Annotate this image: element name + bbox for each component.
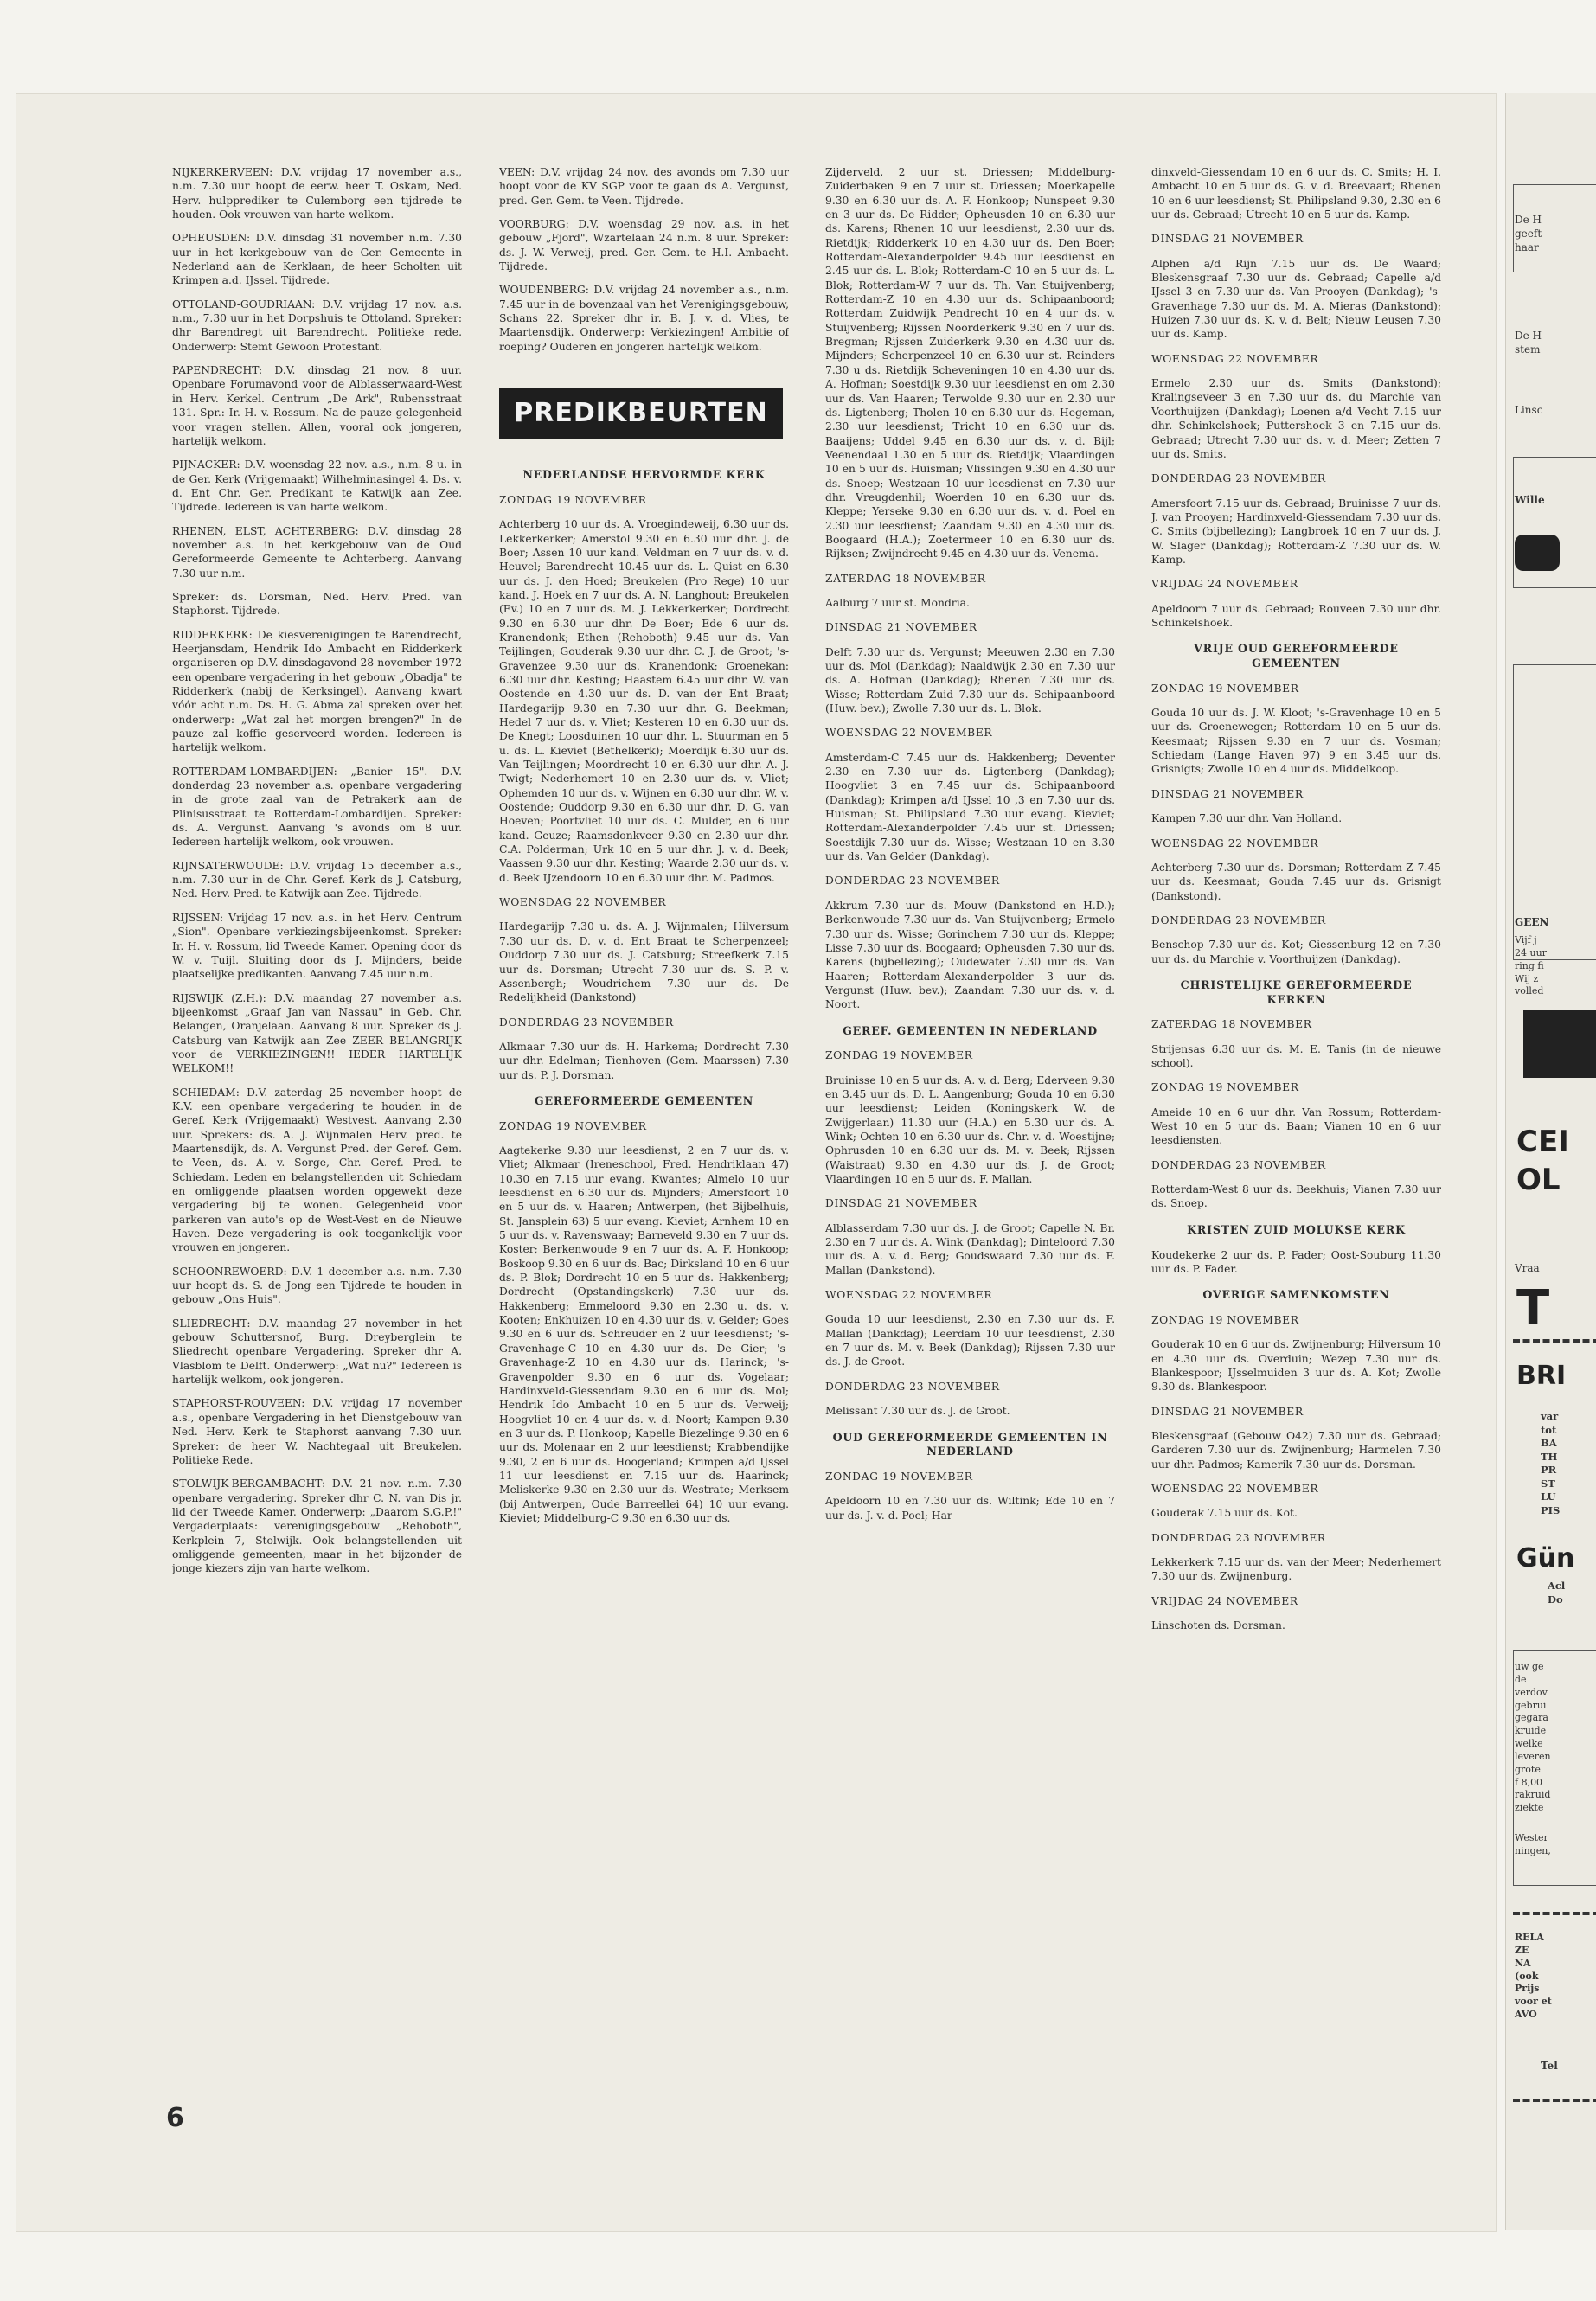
service-listing: Linschoten ds. Dorsman. [1151,1619,1285,1632]
announcement: RHENEN, ELST, ACHTERBERG: D.V. dinsdag 28 november a.s. in het kerkgebouw van de Oud Gereformeerde Gemeente te Achterberg. Aanvang 7.30 uur n.m. [172,524,462,580]
np-line: ST [1541,1477,1555,1490]
np-line: ziekte [1515,1802,1544,1814]
service-listing: Gouderak 7.15 uur ds. Kot. [1151,1507,1298,1520]
np-line: De H [1515,330,1542,342]
announcement: RIDDERKERK: De kiesverenigingen te Barendrecht, Heerjansdam, Hendrik Ido Ambacht en Ridderkerk organiseren op D.V. dinsdagavond 28 november 1972 een openbare vergadering in het gebouw „Obadja" te Ridderkerk (nabij de Kerksingel). Aanvang kwart vóór acht n.m. Ds. H. G. Abma zal spreken over het onderwerp: „Wat zal het morgen brengen?" In de pauze zal koffie geserveerd worden. Iedereen is hartelijk welkom. [172,628,462,754]
day-heading: DONDERDAG 23 NOVEMBER [825,875,1000,888]
announcement: NIJKERKERVEEN: D.V. vrijdag 17 november a.s., n.m. 7.30 uur hoopt de eerw. heer T. Oskam, Ned. Herv. hulpprediker te Culemborg een tijdrede te houden. Ook vrouwen van harte welkom. [172,166,462,221]
np-line: gegara [1515,1712,1548,1724]
np-line: kruide [1515,1725,1547,1737]
heading-overige-samenkomsten: OVERIGE SAMENKOMSTEN [1202,1288,1390,1302]
column-2-announcements [499,165,789,354]
announcement: PIJNACKER: D.V. woensdag 22 nov. a.s., n.m. 8 u. in de Ger. Kerk (Vrijgemaakt) Wilhelminasingel 4. Ds. v. d. Ent Chr. Ger. Predikant te Katwijk aan Zee. Tijdrede. Iedereen is van harte welkom. [172,458,462,514]
ad-3-text: Linsc [1515,404,1543,416]
day-heading: WOENSDAG 22 NOVEMBER [1151,352,1319,365]
day-heading: WOENSDAG 22 NOVEMBER [1151,1483,1319,1496]
column-3-continuation: Zijderveld, 2 uur st. Driessen; Middelburg-Zuiderbaken 9 en 7 uur st. Driessen; Moerkapelle 9.30 en 6.30 uur ds. A. F. Honkoop; Nunspeet 9.30 en 3 uur ds. De Ridder; Opheusden 10 en 6.30 uur ds. Karens; Rhenen 10 uur leesdienst, 2.30 uur ds. Rietdijk; Ridderkerk 10 en 4.30 uur ds. Den Boer; Rotterdam-Alexanderpolder 9.45 uur leesdienst en 2.45 uur ds. L. Blok; Rotterdam-C 10 en 5 uur ds. L. Blok; Rotterdam-W 7 uur ds. Th. Van Stuijvenberg; Rotterdam-Z 10 en 4.30 uur ds. Schipaanboord; Rotterdam Zuidwijk Pendrecht 10 en 4 uur ds. v. Stuijvenberg; Rijssen Noorderkerk 9.30 en 7 uur ds. Bregman; Rijssen Zuiderkerk 9.30 en 4.30 uur ds. Mijnders; Scherpenzeel 10 en 6.30 uur st. Reinders 7.30 u ds. Rietdijk Scheveningen 10 en 4.30 uur ds. A. Hofman; Soestdijk 9.30 uur leesdienst en om 2.30 uur ds. Van Haaren; Terwolde 9.30 uur en 2.30 uur ds. Ligtenberg; Tholen 10 en 6.30 uur ds. Hegeman, 2.30 uur leesdienst; Tricht 10 en 6.30 uur ds. Baaijens; Uddel 9.45 en 6.30 uur ds. v. d. Bijl; Veenendaal 1.30 en 5 uur ds. Rietdijk; Vlaardingen 10 en 5 uur ds. Huisman; Vlissingen 9.30 en 4.30 uur ds. Snoep; Westzaan 10 uur leesdienst en 7.30 uur dhr. Vreugdenhil; Woerden 10 en 6.30 uur ds. Kleppe; Yerseke 9.30 en 6.30 uur ds. v. d. Poel en 2.30 uur leesdienst; Zaandam 9.30 en 4.30 uur ds. Boogaard (H.A.); Zoetermeer 10 en 6.30 uur ds. Rijksen; Zwijndrecht 9.45 en 4.30 uur ds. Venema. [825,166,1115,561]
ad-dashed-border [1513,1339,1596,1343]
np-line: TH [1541,1450,1558,1463]
day-heading: WOENSDAG 22 NOVEMBER [825,727,993,740]
np-line: grote [1515,1763,1541,1775]
announcement: VOORBURG: D.V. woensdag 29 nov. a.s. in het gebouw „Fjord", Wzartelaan 24 n.m. 8 uur. Spreker: ds. J. W. Verweij, pred. Ger. Gem. te H.I. Ambacht. Tijdrede. [499,218,789,273]
service-listing: Bleskensgraaf (Gebouw O42) 7.30 uur ds. Gebraad; Garderen 7.30 uur ds. Zwijnenburg; Harmelen 7.30 uur dhr. Padmos; Kamerik 7.30 uur ds. Dorsman. [1151,1430,1441,1471]
np-line: Acl [1548,1580,1566,1592]
np-line: De H [1515,214,1542,226]
np-line: AVO [1515,2009,1537,2021]
service-listing: Ermelo 2.30 uur ds. Smits (Dankstond); Kralingseveer 3 en 7.30 uur ds. du Marchie van Voorthuijzen (Dankdag); Loenen a/d Vecht 7.15 uur dhr. Schinkelshoek; Puttershoek 3 en 7.15 uur ds. Gebraad; Utrecht 7.30 uur ds. v. d. Meer; Zetten 7 uur ds. Smits. [1151,377,1441,460]
np-line: volled [1515,985,1544,997]
geref-gemeenten-services [499,1119,789,1526]
column-3 [825,165,1115,1532]
ad-2-text [1515,329,1542,356]
heading-ned-herv-kerk: NEDERLANDSE HERVORMDE KERK [522,468,766,482]
np-line: f 8,00 [1515,1776,1543,1788]
day-heading: ZONDAG 19 NOVEMBER [499,1119,647,1132]
announcement: RIJSWIJK (Z.H.): D.V. maandag 27 november a.s. bijeenkomst „Graaf Jan van Nassau" in Geb. Chr. Belangen, Oranjelaan. Aanvang 8 uur. Spreker ds J. Catsburg van Katwijk aan Zee ZEER BELANGRIJK voor de VERKIEZINGEN!! IEDER HARTELIJK WELKOM!! [172,991,462,1075]
day-heading: ZATERDAG 18 NOVEMBER [825,572,986,585]
service-listing: Ameide 10 en 6 uur dhr. Van Rossum; Rotterdam-West 10 en 5 uur ds. Baan; Vianen 10 en 6 uur leesdiensten. [1151,1106,1441,1147]
np-line: 24 uur [1515,946,1547,958]
np-line: tot [1541,1423,1557,1436]
np-line: ningen, [1515,1844,1551,1856]
np-line: Do [1548,1593,1563,1606]
day-heading: ZONDAG 19 NOVEMBER [825,1049,973,1062]
service-listing: Bruinisse 10 en 5 uur ds. A. v. d. Berg; Ederveen 9.30 en 3.45 uur ds. D. L. Aangenburg; Gouda 10 en 6.30 uur leesdienst; Leiden (Koningskerk W. de Zwijgerlaan) 11.30 uur (H.A.) en 5.30 uur ds. A. Wink; Ochten 10 en 6.30 uur ds. Chr. v. d. Woestijne; Ophrusden 10 en 6.30 uur ds. M. v. Beek; Rijssen (Waistraat) 9.30 en 4.30 uur ds. J. de Groot; Vlaardingen 10 en 5 uur ds. F. Mallan. [825,1074,1115,1186]
heading-vrije-oud-geref: VRIJE OUD GEREFORMEERDE GEMEENTEN [1194,642,1399,670]
service-listing: Akkrum 7.30 uur ds. Mouw (Dankstond en H.D.); Berkenwoude 7.30 uur ds. Van Stuijvenberg; Ermelo 7.30 uur ds. Wisse; Gorinchem 7.30 uur ds. Kleppe; Lisse 7.30 uur ds. Boogaard; Opheusden 7.30 uur ds. Karens (bijbellezing); Oudewater 7.30 uur ds. Van Haaren; Rotterdam-Alexanderpolder 3 uur ds. Vergunst (Huw. bev.); Zaandam 7.30 uur ds. v. d. Noort. [825,899,1115,1011]
announcement: RIJSSEN: Vrijdag 17 nov. a.s. in het Herv. Centrum „Sion". Openbare verkiezingsbijeenkomst. Spreker: Ir. H. v. Rossum, lid Tweede Kamer. Opening door ds W. v. Tuijl. Sluiting door ds J. Mijnders, beide plaatselijke predikanten. Aanvang 7.45 uur n.m. [172,911,462,981]
service-listing: Gouderak 10 en 6 uur ds. Zwijnenburg; Hilversum 10 en 4.30 uur ds. Overduin; Wezep 7.30 uur ds. Blankespoor; IJsselmuiden 3 uur ds. A. Kot; Zwolle 9.30 ds. Blankespoor. [1151,1338,1441,1394]
ad-5-text: GEEN [1515,916,1549,928]
service-listing: Hardegarijp 7.30 u. ds. A. J. Wijnmalen; Hilversum 7.30 uur ds. D. v. d. Ent Braat te Scherpenzeel; Ouddorp 7.30 uur ds. J. Catsburg; Streefkerk 7.15 uur ds. Dorsman; Utrecht 7.30 uur ds. S. P. v. Assenbergh; Woudrichem 7.30 uur ds. De Redelijkheid (Dankstond) [499,920,789,1004]
service-listing: Alblasserdam 7.30 uur ds. J. de Groot; Capelle N. Br. 2.30 en 7 uur ds. A. Wink (Dankdag); Dinteloord 7.30 uur ds. A. v. d. Berg; Goudswaard 7.30 uur ds. F. Mallan (Dankstond). [825,1221,1115,1277]
ad-big-4: BRI [1516,1361,1567,1391]
service-listing: Gouda 10 uur leesdienst, 2.30 en 7.30 uur ds. F. Mallan (Dankdag); Leerdam 10 uur leesdienst, 2.30 en 7 uur ds. M. v. Beek (Dankdag); Rijssen 7.30 uur ds. J. de Groot. [825,1313,1115,1368]
ad-dashed-border-3 [1513,2099,1596,2102]
service-listing: Aagtekerke 9.30 uur leesdienst, 2 en 7 uur ds. v. Vliet; Alkmaar (Ireneschool, Fred. Hendriklaan 47) 10.30 en 7.15 uur evang. Kwantes; Almelo 10 uur leesdienst en 6.30 uur ds. Mijnders; Amersfoort 10 en 5 uur ds. v. Haaren; Antwerpen, (het Bijbelhuis, St. Jansplein 63) 5 uur evang. Kieviet; Arnhem 10 en 5 uur ds. v. Ravenswaay; Barneveld 9.30 en 7 uur ds. Koster; Berkenwoude 9 en 7 uur ds. A. F. Honkoop; Boskoop 9.30 en 6 uur ds. Bac; Dirksland 10 en 6 uur ds. P. Blok; Dordrecht 10 en 5 uur ds. Hakkenberg; Dordrecht (Opstandingskerk) 7.30 uur ds. Hakkenberg; Emmeloord 9.30 en 2.30 u. ds. v. Kooten; Enkhuizen 10 en 4.30 uur ds. v. Gelder; Goes 9.30 en 6 uur ds. Schreuder en 2 uur leesdienst; 's-Gravenhage-C 10 en 4.30 uur ds. De Gier; 's-Gravenhage-Z 10 en 4.30 uur ds. Harinck; 's-Gravenpolder 9.30 en 6 uur ds. Vogelaar; Hardinxveld-Giessendam 9.30 en 6 uur ds. Mol; Hendrik Ido Ambacht 10 en 5 uur ds. Verweij; Hoogvliet 10 en 4 uur ds. v. d. Noort; Kampen 9.30 en 3 uur ds. P. Honkoop; Kapelle Biezelinge 9.30 en 6 uur ds. Molenaar en 2 uur leesdienst; Krabbendijke 9.30, 2 en 6 uur ds. Hoogerland; Krimpen a/d IJssel 11 uur leesdienst en 7.15 uur ds. Haarinck; Meliskerke 9.30 en 2.30 uur ds. Westrate; Merksem (bij Antwerpen, Oude Barreellei 64) 10 uur evang. Kieviet; Middelburg-C 9.30 en 6.30 uur ds. [499,1144,789,1524]
day-heading: DINSDAG 21 NOVEMBER [825,1197,977,1210]
day-heading: VRIJDAG 24 NOVEMBER [1151,578,1298,591]
column-4-continuation: dinxveld-Giessendam 10 en 6 uur ds. C. Smits; H. I. Ambacht 10 en 5 uur ds. G. v. d. Breevaart; Rhenen 10 en 6 uur leesdienst; St. Philipsland 9.30, 2.30 en 6 uur ds. Gebraad; Utrecht 10 en 5 uur ds. Kamp. [1151,166,1441,221]
np-line: NA [1515,1957,1531,1969]
service-listing: Benschop 7.30 uur ds. Kot; Giessenburg 12 en 7.30 uur ds. du Marchie v. Voorthuijzen (Dankdag). [1151,939,1441,965]
day-heading: WOENSDAG 22 NOVEMBER [825,1289,993,1302]
announcement: SLIEDRECHT: D.V. maandag 27 november in het gebouw Schuttersnof, Burg. Dreyberglein te Sliedrecht openbare Vergadering. Spreker dhr A. Vlasblom te Delft. Onderwerp: „Wat nu?" Iedereen is hartelijk welkom, ook jongeren. [172,1317,462,1387]
np-line: LU [1541,1490,1556,1503]
ad-9-text [1548,1580,1565,1606]
announcement: OPHEUSDEN: D.V. dinsdag 31 november n.m. 7.30 uur in het kerkgebouw van de Ger. Gemeente in Nederland aan de Kerklaan, de heer Scholten uit Krimpen a.d. IJssel. Tijdrede. [172,232,462,287]
np-line: leveren [1515,1750,1551,1762]
np-line: rakruid [1515,1789,1551,1801]
day-heading: DINSDAG 21 NOVEMBER [1151,1405,1304,1418]
column-2 [499,165,789,1535]
service-listing: Gouda 10 uur ds. J. W. Kloot; 's-Gravenhage 10 en 5 uur ds. Groenewegen; Rotterdam 10 en 5 uur ds. Keesmaat; Rijssen 9.30 en 7 uur ds. Vosman; Schiedam (Lange Haven 97) 9 en 3.45 uur ds. Grisnigts; Zwolle 10 en 4 uur ds. Middelkoop. [1151,707,1441,776]
service-listing: Koudekerke 2 uur ds. P. Fader; Oost-Souburg 11.30 uur ds. P. Fader. [1151,1248,1441,1275]
day-heading: DINSDAG 21 NOVEMBER [1151,787,1304,800]
day-heading: DONDERDAG 23 NOVEMBER [1151,1158,1326,1171]
np-line: Prijs [1515,1983,1540,1995]
day-heading: ZONDAG 19 NOVEMBER [1151,1313,1299,1326]
service-listing: Rotterdam-West 8 uur ds. Beekhuis; Vianen 7.30 uur ds. Snoep. [1151,1183,1441,1210]
day-heading: DONDERDAG 23 NOVEMBER [1151,913,1326,926]
np-line: var [1541,1410,1559,1422]
page-number: 6 [166,2103,184,2133]
np-line: de [1515,1673,1527,1685]
ad-11-text [1515,1832,1551,1858]
chr-geref-kerken-services [1151,1017,1441,1210]
announcement: STAPHORST-ROUVEEN: D.V. vrijdag 17 november a.s., openbare Vergadering in het Dienstgebouw van Ned. Herv. Kerk te Staphorst aanvang 7.30 uur. Spreker: de heer W. Nachtegaal uit Breukelen. Politieke Rede. [172,1397,462,1466]
ad-big-1: CEI [1516,1125,1569,1159]
service-listing: Alphen a/d Rijn 7.15 uur ds. De Waard; Bleskensgraaf 7.30 uur ds. Gebraad; Capelle a/d IJssel 3 en 7.30 uur ds. Van Prooyen (Dankdag); 's-Gravenhage 7.30 uur ds. M. A. Mieras (Dankstond); Huizen 7.30 uur ds. K. v. d. Belt; Nieuw Leusen 7.30 uur ds. Kamp. [1151,257,1441,341]
geref-gemeenten-weekday-services [825,572,1115,1012]
ad-13-text: Tel [1541,2060,1558,2072]
service-listing: Lekkerkerk 7.15 uur ds. van der Meer; Nederhemert 7.30 uur ds. Zwijnenburg. [1151,1556,1441,1583]
announcement: PAPENDRECHT: D.V. dinsdag 21 nov. 8 uur. Openbare Forumavond voor de Alblasserwaard-West in Herv. Kerkel. Centrum „De Ark", Rubensstraat 131. Spr.: Ir. H. v. Rossum. Na de pauze gelegenheid voor vragen stellen. Allen, vooral ook jongeren, hartelijk welkom. [172,364,462,447]
day-heading: DINSDAG 21 NOVEMBER [825,621,977,634]
vrije-oud-geref-services [1151,682,1441,966]
ad-12-text [1515,1932,1552,2022]
day-heading: ZONDAG 19 NOVEMBER [1151,682,1299,695]
announcement: WOUDENBERG: D.V. vrijdag 24 november a.s., n.m. 7.45 uur in de bovenzaal van het Verenigingsgebouw, Schans 22. Spreker dhr ir. B. J. v. d. Vlies, te Maartensdijk. Onderwerp: Verkiezingen! Ambitie of roeping? Ouderen en jongeren hartelijk welkom. [499,284,789,353]
service-listing: Apeldoorn 10 en 7.30 uur ds. Wiltink; Ede 10 en 7 uur ds. J. v. d. Poel; Har- [825,1495,1115,1522]
heading-geref-gem-in-ned: GEREF. GEMEENTEN IN NEDERLAND [843,1023,1098,1037]
np-line: PIS [1541,1503,1561,1516]
ad-dashed-border-2 [1513,1912,1596,1915]
service-listing: Achterberg 7.30 uur ds. Dorsman; Rotterdam-Z 7.45 uur ds. Keesmaat; Gouda 7.45 uur ds. Grisnigt (Dankstond). [1151,861,1441,902]
day-heading: ZONDAG 19 NOVEMBER [1151,1081,1299,1094]
service-listing: Delft 7.30 uur ds. Vergunst; Meeuwen 2.30 en 7.30 uur ds. Mol (Dankdag); Naaldwijk 2.30 en 7.30 uur ds. A. Hofman (Dankdag); Rhenen 7.30 uur ds. Wisse; Rotterdam Zuid 7.30 uur ds. Schipaanboord (Huw. bev.); Zwolle 7.30 uur ds. L. Blok. [825,645,1115,715]
day-heading: ZONDAG 19 NOVEMBER [499,493,647,506]
overige-samenkomsten-services [1151,1313,1441,1633]
ad-big-5: Gün [1516,1543,1575,1574]
ad-7-text: Vraa [1515,1262,1540,1274]
column-1 [172,165,462,1586]
np-line: PR [1541,1464,1557,1477]
announcement: Spreker: ds. Dorsman, Ned. Herv. Pred. van Staphorst. Tijdrede. [172,590,462,618]
ad-1-text [1515,213,1542,255]
newspaper-page [16,93,1497,2232]
geref-gem-in-ned-services [825,1048,1115,1418]
adjacent-page-edge [1505,93,1596,2230]
np-line: gebrui [1515,1699,1547,1711]
announcement: STOLWIJK-BERGAMBACHT: D.V. 21 nov. n.m. 7.30 openbare vergadering. Spreker dhr C. N. van Dis jr. lid der Tweede Kamer. Onderwerp: „Daarom S.G.P.!" Vergaderplaats: verenigingsgebouw „Rehoboth", Kerkplein 7, Stolwijk. Ook belangstellenden uit omliggende gemeenten, maar in het bijzonder de jonge kiezers zijn van harte welkom. [172,1477,462,1575]
announcement: SCHIEDAM: D.V. zaterdag 25 november hoopt de K.V. een openbare vergadering te houden in de Geref. Kerk (Vrijgemaakt) Westvest. Aanvang 2.30 uur. Sprekers: ds. A. J. Wijnmalen Herv. pred. te Maartensdijk, ds. A. Vergunst Pred. der Geref. Gem. te Veen, ds. A. v. Sorge, Chr. Geref. Pred. te Schiedam. Leden en belangstellenden uit Schiedam en omliggende plaatsen worden opgewekt deze vergadering bij te wonen. Gelegenheid voor parkeren van auto's op de West-Vest en de Nieuwe Haven. Deze vergadering is ook toegankelijk voor vrouwen en jongeren. [172,1086,462,1254]
np-line: Vijf j [1515,934,1537,945]
np-line: verdov [1515,1686,1548,1698]
service-listing: Alkmaar 7.30 uur ds. H. Harkema; Dordrecht 7.30 uur dhr. Edelman; Tienhoven (Gem. Maarssen) 7.30 uur ds. P. J. Dorsman. [499,1040,789,1081]
day-heading: DONDERDAG 23 NOVEMBER [825,1380,1000,1393]
np-line: Wester [1515,1832,1548,1843]
ad-4-text: Wille [1515,494,1545,506]
service-listing: Amersfoort 7.15 uur ds. Gebraad; Bruinisse 7 uur ds. J. van Prooyen; Hardinxveld-Giessendam 7.30 uur ds. C. Smits (bijbellezing); Langbroek 10 en 7 uur ds. J. W. Slager (Dankdag); Rotterdam-Z 7.30 uur ds. W. Kamp. [1151,497,1441,566]
service-listing: Aalburg 7 uur st. Mondria. [825,596,970,609]
service-listing: Achterberg 10 uur ds. A. Vroegindeweij, 6.30 uur ds. Lekkerkerker; Amerstol 9.30 en 6.30 uur dhr. J. de Boer; Assen 10 uur kand. Veldman en 7 uur ds. v. d. Heuvel; Barendrecht 10.45 uur ds. L. Quist en 6.30 uur ds. J. den Hoed; Breukelen (Pro Rege) 10 uur kand. J. Hoek en 7 uur ds. A. N. Langhout; Breukelen (Ev.) 10 en 7 uur ds. M. J. Lekkerkerker; Dordrecht 9.30 en 6.30 uur dhr. De Boer; Ede 6 uur ds. Kranendonk; Ethen (Rehoboth) 9.45 uur ds. Van Teijlingen; Gouderak 9.30 uur dhr. C. J. de Groot; 's-Gravenzee 9.30 uur ds. Kranendonk; Groenekan: 6.30 uur dhr. Kesting; Haastem 6.45 uur dhr. W. van Oostende en 4.30 uur ds. D. van der Ent Braat; Hardegarijp 9.30 en 7.30 uur dhr. G. Beekman; Hedel 7 uur ds. v. Vliet; Kesteren 10 en 6.30 uur ds. De Knegt; Loosduinen 10 uur dhr. L. Stuurman en 5 u. ds. L. Kieviet (Bethelkerk); Moerdijk 6.30 uur ds. Van Teijlingen; Moordrecht 10 en 6.30 uur dhr. A. J. Twigt; Nederhemert 10 en 2.30 uur ds. v. Vliet; Ophemden 10 uur ds. v. Wijnen en 6.30 uur dhr. W. v. Oostende; Ouddorp 9.30 en 6.30 uur dhr. D. G. van Hoeven; Poortvliet 10 uur ds. C. Mulder, en 6 uur kand. Geuze; Raamsdonkveer 9.30 en 2.30 uur dhr. C.A. Polderman; Urk 10 en 5 uur dhr. J. v. d. Beek; Vaassen 9.30 uur dhr. Kesting; Waarde 2.30 uur ds. v. d. Beek IJzendoorn 10 en 6.30 uur dhr. M. Padmos. [499,518,789,884]
announcement: SCHOONREWOERD: D.V. 1 december a.s. n.m. 7.30 uur hoopt ds. S. de Jong een Tijdrede te houden in gebouw „Ons Huis". [172,1265,462,1306]
np-line: voor et [1515,1996,1552,2008]
np-line: stem [1515,343,1541,356]
np-line: Wij z [1515,972,1539,984]
day-heading: ZATERDAG 18 NOVEMBER [1151,1018,1312,1031]
ad-10-text [1515,1661,1551,1815]
day-heading: WOENSDAG 22 NOVEMBER [499,896,667,909]
np-line: haar [1515,241,1539,254]
heading-geref-gemeenten: GEREFORMEERDE GEMEENTEN [534,1093,754,1107]
ad-6-text [1515,934,1547,998]
oud-geref-gem-services [825,1470,1115,1522]
announcement: VEEN: D.V. vrijdag 24 nov. des avonds om 7.30 uur hoopt voor de KV SGP voor te gaan ds A. Vergunst, pred. Ger. Gem. te Veen. Tijdrede. [499,166,789,207]
np-line: RELA [1515,1932,1544,1943]
oud-geref-gem-weekday-services [1151,232,1441,630]
announcement: RIJNSATERWOUDE: D.V. vrijdag 15 december a.s., n.m. 7.30 uur in de Chr. Geref. Kerk ds J. Catsburg, Ned. Herv. Pred. te Katwijk aan Zee. Tijdrede. [172,859,462,901]
tractor-illustration [1515,535,1560,571]
day-heading: WOENSDAG 22 NOVEMBER [1151,836,1319,849]
ad-big-3: T [1516,1280,1550,1336]
day-heading: DINSDAG 21 NOVEMBER [1151,233,1304,246]
zuid-molukse-kerk-services [1151,1248,1441,1277]
service-listing: Kampen 7.30 uur dhr. Van Holland. [1151,812,1343,825]
heading-zuid-molukse-kerk: KRISTEN ZUID MOLUKSE KERK [1187,1222,1406,1236]
service-listing: Amsterdam-C 7.45 uur ds. Hakkenberg; Deventer 2.30 en 7.30 uur ds. Ligtenberg (Dankdag); Hoogvliet 3 en 7.45 uur ds. Schipaanboord (Dankdag); Krimpen a/d IJssel 10 ,3 en 7.30 uur ds. Huisman; St. Philipsland 7.30 uur evang. Kieviet; Rotterdam-Alexanderpolder 7.45 uur st. Driessen; Soestdijk 7.30 uur ds. Wisse; Westzaan 10 en 3.30 uur ds. Van Gelder (Dankdag). [825,751,1115,863]
np-line: BA [1541,1437,1557,1450]
np-line: (ook [1515,1970,1539,1982]
service-listing: Apeldoorn 7 uur ds. Gebraad; Rouveen 7.30 uur dhr. Schinkelshoek. [1151,602,1441,629]
ned-herv-kerk-services [499,493,789,1082]
column-4 [1151,165,1441,1642]
service-listing: Strijensas 6.30 uur ds. M. E. Tanis (in de nieuwe school). [1151,1042,1441,1070]
day-heading: VRIJDAG 24 NOVEMBER [1151,1594,1298,1607]
announcement: OTTOLAND-GOUDRIAAN: D.V. vrijdag 17 nov. a.s. n.m., 7.30 uur in het Dorpshuis te Ottoland. Spreker: dhr Barendregt uit Barendrecht. Politieke rede. Onderwerp: Stemt Gewoon Protestant. [172,298,462,353]
announcement: ROTTERDAM-LOMBARDIJEN: „Banier 15". D.V. donderdag 23 november a.s. openbare vergadering in de grote zaal van de Petrakerk aan de Plinisusstraat te Rotterdam-Lombardijen. Spreker: ds. A. Vergunst. Aanvang 's avonds om 8 uur. Iedereen hartelijk welkom, ook vrouwen. [172,765,462,849]
np-line: ring fi [1515,959,1544,971]
day-heading: DONDERDAG 23 NOVEMBER [1151,472,1326,485]
ad-black-block [1523,1010,1596,1078]
ad-big-2: OL [1516,1163,1561,1197]
heading-oud-geref-gem: OUD GEREFORMEERDE GEMEENTEN IN NEDERLAND [832,1430,1108,1458]
section-banner: PREDIKBEURTEN [499,388,783,439]
np-line: welke [1515,1738,1543,1750]
np-line: ZE [1515,1944,1529,1956]
day-heading: DONDERDAG 23 NOVEMBER [1151,1531,1326,1544]
np-line: uw ge [1515,1661,1544,1672]
day-heading: DONDERDAG 23 NOVEMBER [499,1016,674,1029]
ad-8-text [1541,1410,1560,1517]
day-heading: ZONDAG 19 NOVEMBER [825,1470,973,1483]
np-line: geeft [1515,228,1542,240]
heading-chr-geref-kerken: CHRISTELIJKE GEREFORMEERDE KERKEN [1180,977,1413,1006]
service-listing: Melissant 7.30 uur ds. J. de Groot. [825,1405,1010,1418]
